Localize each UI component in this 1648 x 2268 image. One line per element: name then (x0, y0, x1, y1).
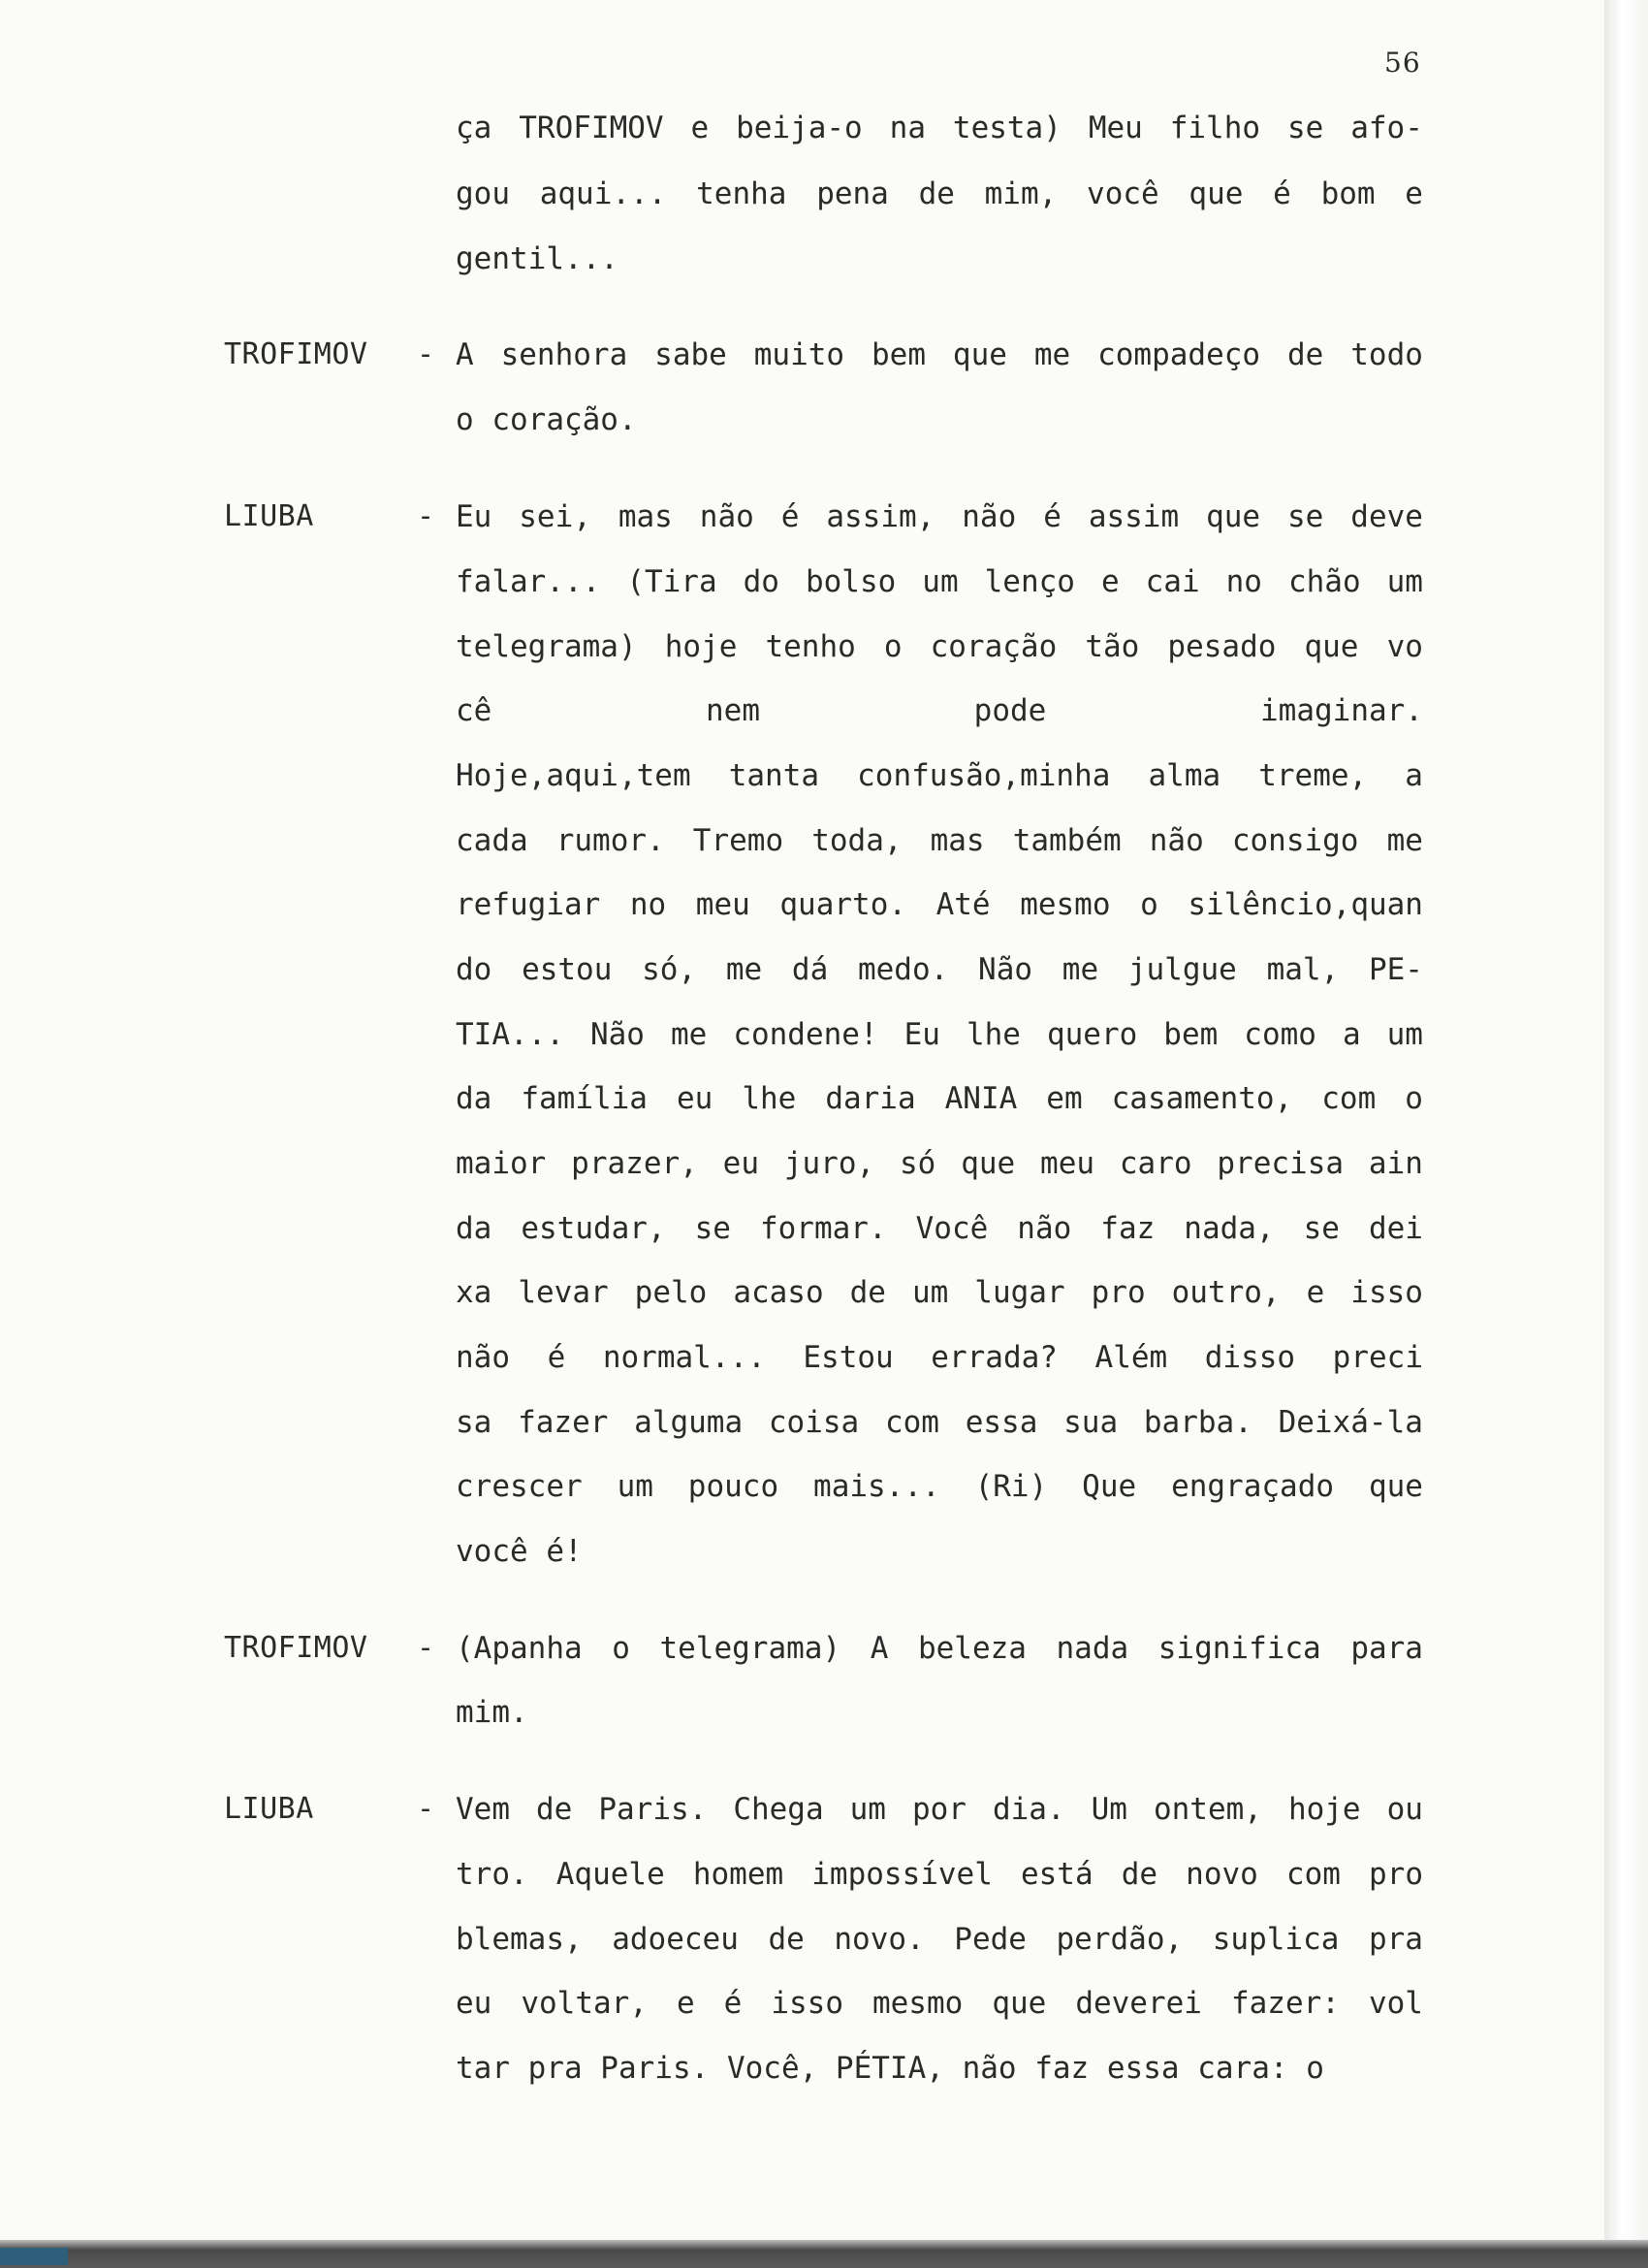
dialogue-line: A senhora sabe muito bem que me compadeço de todo (456, 337, 1423, 372)
dialogue-line: não é normal... Estou errada? Além disso preci (456, 1340, 1423, 1375)
dialogue-line: tro. Aquele homem impossível está de novo com pro (456, 1857, 1423, 1892)
dialogue-line: TIA... Não me condene! Eu lhe quero bem como a um (456, 1017, 1423, 1052)
speaker-name: LIUBA (224, 499, 314, 533)
dialogue-line: ça TROFIMOV e beija-o na testa) Meu filho se afo- (456, 111, 1423, 145)
dialogue-line: cada rumor. Tremo toda, mas também não consigo me (456, 823, 1423, 858)
dialogue-dash: - (417, 1792, 435, 1826)
speaker-name: LIUBA (224, 1792, 314, 1826)
dialogue-line: xa levar pelo acaso de um lugar pro outro, e isso (456, 1275, 1423, 1310)
dialogue-line: gou aqui... tenha pena de mim, você que é bom e (456, 176, 1423, 211)
dialogue-dash: - (417, 337, 435, 371)
dialogue-line: telegrama) hoje tenho o coração tão pesado que vo (456, 629, 1423, 664)
dialogue-line: eu voltar, e é isso mesmo que deverei fazer: vol (456, 1986, 1423, 2021)
dialogue-line: falar... (Tira do bolso um lenço e cai no chão um (456, 564, 1423, 599)
dialogue-line: sa fazer alguma coisa com essa sua barba. Deixá-la (456, 1405, 1423, 1440)
dialogue-line: da família eu lhe daria ANIA em casamento, com o (456, 1081, 1423, 1116)
dialogue-line: Eu sei, mas não é assim, não é assim que se deve (456, 499, 1423, 534)
dialogue-line: gentil... (456, 241, 618, 276)
dialogue-line: cê nem pode imaginar. (456, 693, 1423, 728)
dialogue-line: Vem de Paris. Chega um por dia. Um ontem, hoje ou (456, 1792, 1423, 1827)
dialogue-line: (Apanha o telegrama) A beleza nada significa para (456, 1631, 1423, 1666)
dialogue-line: crescer um pouco mais... (Ri) Que engraçado que (456, 1469, 1423, 1504)
speaker-name: TROFIMOV (224, 1631, 368, 1665)
dialogue-dash: - (417, 499, 435, 533)
dialogue-line: você é! (456, 1534, 583, 1569)
dialogue-line: refugiar no meu quarto. Até mesmo o silêncio,quan (456, 887, 1423, 922)
dialogue-line: maior prazer, eu juro, só que meu caro precisa ain (456, 1146, 1423, 1181)
dialogue-line: mim. (456, 1695, 528, 1730)
dialogue-line: da estudar, se formar. Você não faz nada, se dei (456, 1211, 1423, 1246)
scan-edge-bottom (0, 2240, 1648, 2268)
dialogue-line: Hoje,aqui,tem tanta confusão,minha alma treme, a (456, 758, 1423, 793)
dialogue-dash: - (417, 1631, 435, 1665)
dialogue-line: tar pra Paris. Você, PÉTIA, não faz essa cara: o (456, 2051, 1324, 2086)
dialogue-line: blemas, adoeceu de novo. Pede perdão, suplica pra (456, 1922, 1423, 1957)
page-number: 56 (1384, 47, 1421, 79)
dialogue-line: o coração. (456, 402, 637, 437)
speaker-name: TROFIMOV (224, 337, 368, 371)
scan-edge-right (1604, 0, 1648, 2268)
dialogue-line: do estou só, me dá medo. Não me julgue mal, PE- (456, 952, 1423, 987)
